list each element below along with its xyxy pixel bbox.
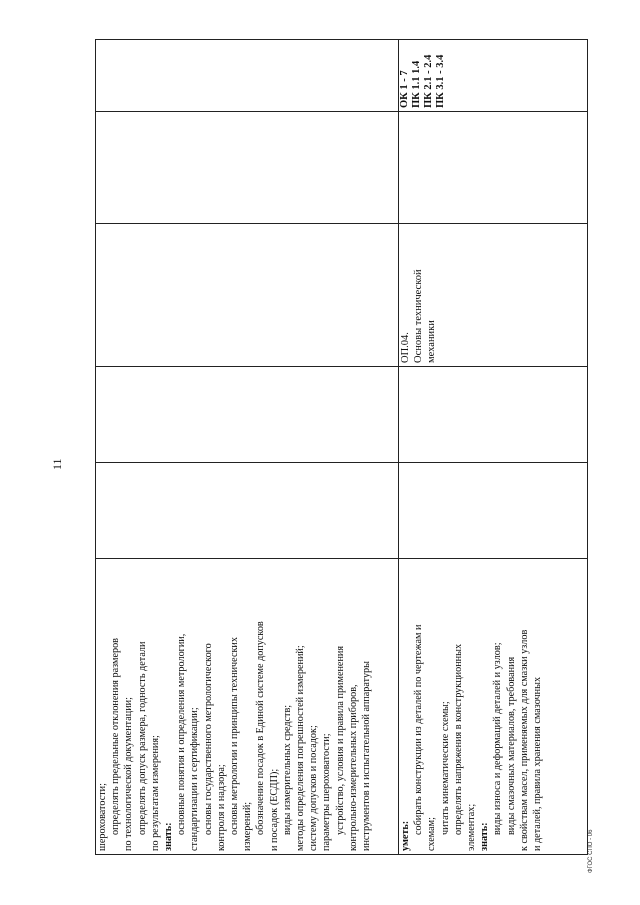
text-line: определять допуск размера, годность детали <box>136 641 148 835</box>
standard-table <box>95 39 588 855</box>
text-line: и посадок (ЕСДП); <box>268 768 280 851</box>
text-line: определять напряжения в конструкционных <box>452 643 464 835</box>
text-line: шероховатости; <box>97 783 108 851</box>
footer-code: ФГОС СПО - 06 <box>588 829 594 873</box>
page-number: 11 <box>50 458 64 470</box>
competency-list <box>399 43 447 108</box>
empty-cell <box>96 367 399 463</box>
text-line: основы государственного метрологического <box>202 643 214 835</box>
competency-cell <box>399 40 588 112</box>
text-line: собирать конструкции из деталей по чертежам и <box>413 624 425 835</box>
competency-code: ПК 2.1 - 2.4 <box>423 54 434 108</box>
discipline-code: ОП.04. <box>400 332 411 363</box>
text-line: читать кинематические схемы; <box>439 701 451 835</box>
empty-cell <box>96 224 399 367</box>
competency-code: ПК 1.1 1.4 <box>411 60 422 108</box>
table-row <box>399 40 588 855</box>
requirements-cell <box>399 559 588 855</box>
empty-cell <box>399 367 588 463</box>
empty-cell <box>399 112 588 224</box>
empty-cell <box>96 463 399 559</box>
empty-cell <box>399 463 588 559</box>
section-heading: уметь: <box>400 820 411 851</box>
text-line: обозначение посадок в Единой системе допусков <box>255 621 267 835</box>
text-line: методы определения погрешностей измерений; <box>295 645 307 851</box>
text-line: контрольно-измерительных приборов, <box>347 684 359 851</box>
text-line: параметры шероховатости; <box>321 733 333 851</box>
empty-cell <box>96 112 399 224</box>
text-line: устройство, условия и правила применения <box>334 645 346 835</box>
text-line: инструментов и испытательной аппаратуры <box>361 661 373 851</box>
text-line: виды износа и деформаций деталей и узлов; <box>492 642 504 835</box>
empty-cell <box>96 40 399 112</box>
requirements-text <box>96 562 373 851</box>
text-line: основные понятия и определения метрологии, <box>176 633 188 835</box>
text-line: элементах; <box>466 803 478 851</box>
text-line: контроля и надзора; <box>215 764 227 851</box>
text-line: стандартизации и сертификации; <box>189 707 201 851</box>
text-line: и деталей, правила хранения смазочных <box>532 676 544 851</box>
section-heading: знать: <box>479 822 491 851</box>
discipline-cell <box>399 224 588 367</box>
competency-code: ОК 1 - 7 <box>399 70 410 108</box>
text-line: систему допусков и посадок; <box>308 725 320 851</box>
table-row <box>96 40 399 855</box>
requirements-text <box>399 562 544 851</box>
text-line: по технологической документации; <box>123 697 135 851</box>
text-line: основы метрологии и принципы технических <box>229 637 241 835</box>
discipline-name: Основы технической механики <box>413 269 437 363</box>
text-line: к свойствам масел, применяемых для смазки узлов <box>518 629 530 851</box>
requirements-cell <box>96 559 399 855</box>
text-line: виды смазочных материалов, требования <box>505 656 517 835</box>
text-line: виды измерительных средств; <box>281 704 293 835</box>
text-line: по результатам измерения; <box>149 735 161 851</box>
text-line: определять предельные отклонения размеров <box>110 638 122 835</box>
rotated-table-wrapper <box>95 40 587 855</box>
text-line: схемам; <box>426 817 438 851</box>
text-line: измерений; <box>242 801 254 851</box>
section-heading: знать: <box>163 822 175 851</box>
competency-code: ПК 3.1 - 3.4 <box>435 54 446 108</box>
